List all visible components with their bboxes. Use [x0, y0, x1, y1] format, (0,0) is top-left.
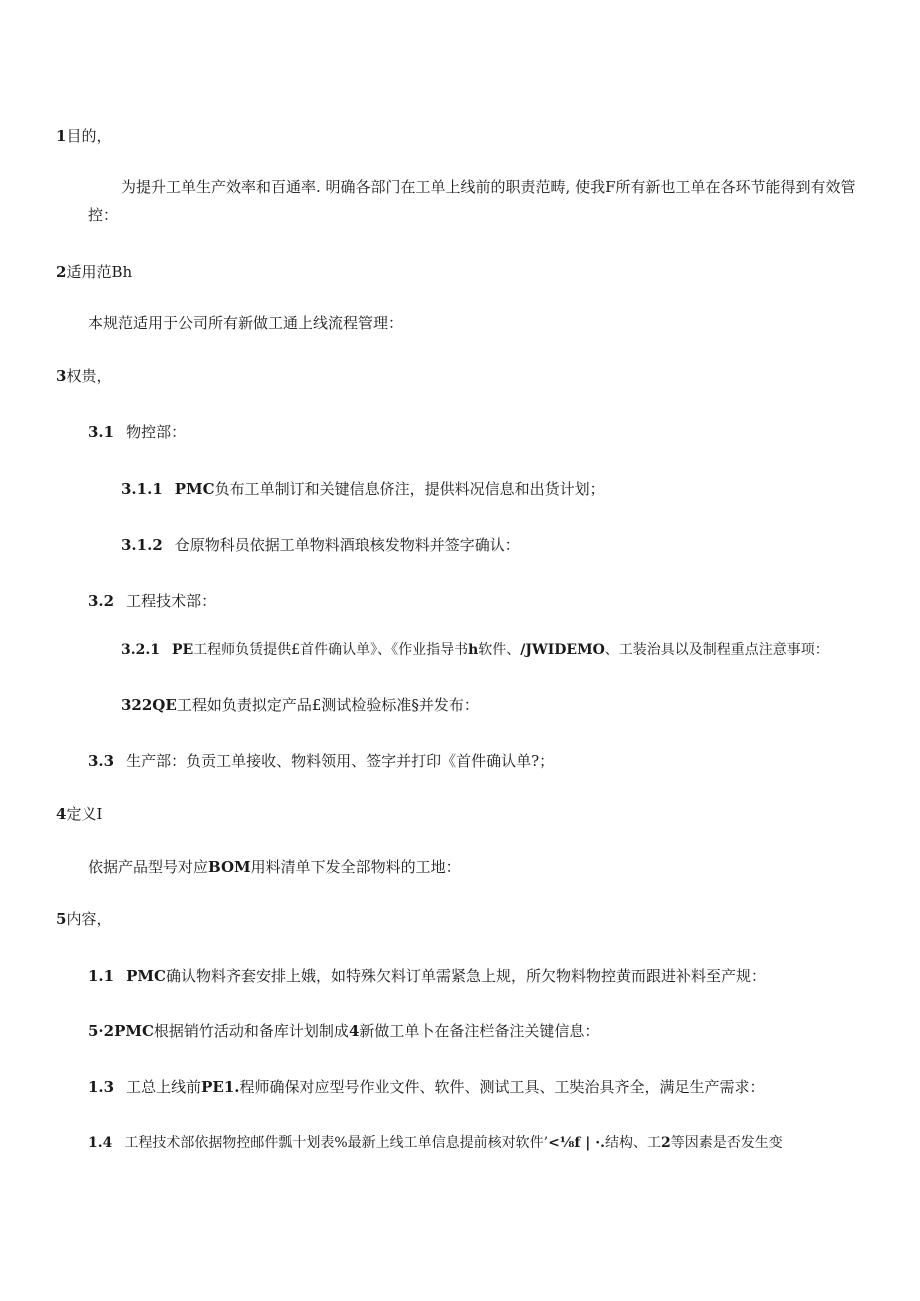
clause-bold-fragment: PE1.	[201, 1078, 240, 1096]
scope-paragraph	[88, 313, 403, 333]
definition-text: 依据产品型号对应	[88, 858, 209, 876]
section-3-heading	[56, 366, 111, 386]
section-1-heading	[56, 126, 111, 146]
clause-3-2	[88, 591, 216, 611]
purpose-paragraph-line-2	[88, 205, 118, 225]
clause-3-1	[88, 422, 186, 442]
clause-text-cont: 、工装治具以及制程重点注意事项：	[604, 642, 829, 658]
clause-text: 工程如负责拟定产品£测试检验标准§并发布：	[176, 696, 479, 714]
clause-number: 1.4	[88, 1135, 113, 1151]
clause-text: 工程技术部：	[126, 592, 217, 610]
clause-bold-fragment: /JWIDEMO	[520, 642, 605, 658]
section-title: 内容，	[66, 910, 112, 928]
section-title: 适用范Bh	[66, 263, 133, 281]
clause-number: 1.3	[88, 1078, 115, 1096]
clause-number: 3.3	[88, 752, 115, 770]
section-title: 目的，	[66, 127, 112, 145]
section-number: 3	[56, 367, 67, 385]
definition-paragraph	[88, 857, 461, 877]
section-number: 5	[56, 910, 67, 928]
clause-text-cont: 等因素是否发生变	[670, 1135, 783, 1151]
section-number: 1	[56, 127, 67, 145]
clause-text: 确认物料齐套安排上娥，如特殊欠料订单需紧急上规，所欠物料物控黄而跟进补料至产规：	[165, 967, 766, 985]
clause-lead: PE	[171, 642, 194, 658]
clause-3-3	[88, 751, 554, 771]
clause-number: 3.1.1	[121, 480, 163, 498]
content-5-2	[88, 1021, 599, 1041]
clause-number: 3.1	[88, 423, 115, 441]
clause-number: 322QE	[121, 696, 177, 714]
clause-bold-fragment: <⅛f | ·.	[548, 1135, 605, 1151]
clause-3-1-2	[121, 535, 520, 555]
clause-text: 工总上线前	[126, 1078, 202, 1096]
clause-number: 3.2	[88, 592, 115, 610]
clause-number: 3.1.2	[121, 536, 163, 554]
clause-bold-fragment: 2	[660, 1135, 671, 1151]
purpose-text-cont: 控：	[88, 206, 119, 224]
clause-text: 生产部：负贡工单接收、物料领用、签字并打印《首件确认单?；	[126, 752, 555, 770]
clause-text: 负布工单制订和关键信息侪注，提供料况信息和出货计划；	[214, 480, 605, 498]
clause-3-2-2	[121, 695, 479, 715]
clause-bold-fragment: h	[468, 642, 479, 658]
purpose-paragraph-line-1	[121, 177, 856, 197]
section-number: 2	[56, 263, 67, 281]
section-title: 权贵，	[66, 367, 112, 385]
clause-lead: PMC	[126, 967, 166, 985]
content-1-1	[88, 966, 766, 986]
section-2-heading	[56, 262, 132, 282]
section-title: 定义I	[66, 805, 103, 823]
clause-3-1-1	[121, 479, 605, 499]
clause-lead: PMC	[174, 480, 215, 498]
section-number: 4	[56, 805, 67, 823]
content-1-3	[88, 1077, 765, 1097]
clause-text-cont: 软件、	[478, 642, 521, 658]
clause-number: 3.2.1	[121, 642, 160, 658]
section-4-heading	[56, 804, 102, 824]
clause-text-cont: 结构、工	[604, 1135, 661, 1151]
clause-text: 工程技术部依据物控邮件瓢十划表%最新上线工单信息提前核对软件’	[124, 1135, 549, 1151]
clause-text: 根据销竹活动和备库计划制成	[153, 1022, 349, 1040]
content-1-4	[88, 1133, 783, 1153]
clause-text-cont: 程师确保对应型号作业文件、软件、测试工具、工奘治具齐全，满足生产需求：	[239, 1078, 765, 1096]
definition-bold-fragment: BOM	[208, 858, 251, 876]
clause-text: 仓原物科员依据工单物料酒琅核发物料并签字确认：	[174, 536, 520, 554]
section-5-heading	[56, 909, 111, 929]
definition-text-cont: 用料清单下发全部物料的工地：	[250, 858, 461, 876]
clause-text: 物控部：	[126, 423, 187, 441]
clause-text-cont: 新做工单卜在备注栏备注关键信息：	[359, 1022, 600, 1040]
scope-text: 本规范适用于公司所有新做工通上线流程管理：	[88, 314, 404, 332]
clause-3-2-1	[121, 640, 829, 660]
purpose-text: 为提升工单生产效率和百通率. 明确各部门在工单上线前的职责范畴, 使我F所有新也工单在各环节能得到有效管	[121, 178, 856, 196]
clause-number: 5·2PMC	[88, 1022, 154, 1040]
clause-number: 1.1	[88, 967, 115, 985]
clause-text: 工程师负赁提供£首件确认单》、《作业指导书	[193, 642, 469, 658]
clause-bold-fragment: 4	[348, 1022, 360, 1040]
